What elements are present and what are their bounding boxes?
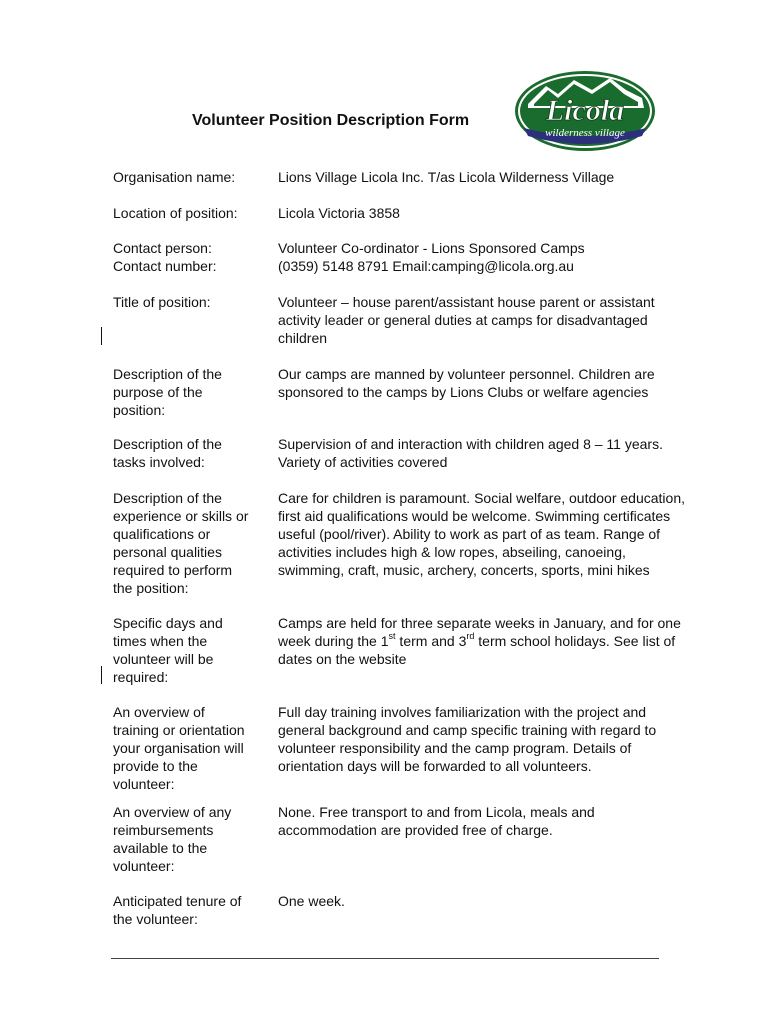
value-line: children (278, 330, 328, 346)
label-line: Title of position: (113, 294, 211, 310)
licola-logo (514, 70, 656, 152)
label-line: the volunteer: (113, 911, 198, 927)
field-value (278, 204, 733, 222)
margin-marker (101, 666, 102, 684)
value-line: orientation days will be forwarded to all volunteers. (278, 758, 592, 774)
field-value (278, 168, 733, 186)
value-line: (0359) 5148 8791 Email:camping@licola.org.au (278, 258, 574, 274)
value-line: activities includes high & low ropes, abseiling, canoeing, (278, 544, 626, 560)
field-label (113, 168, 268, 186)
value-line: Variety of activities covered (278, 454, 448, 470)
label-line: Contact number: (113, 258, 217, 274)
value-fragment: term school holidays. See list of (474, 633, 676, 649)
label-line: personal qualities (113, 544, 222, 560)
label-line: Description of the (113, 366, 222, 382)
label-line: An overview of any (113, 804, 232, 820)
label-line: purpose of the (113, 384, 203, 400)
footer-rule (111, 958, 659, 959)
label-line: provide to the (113, 758, 198, 774)
value-line: volunteer responsibility and the camp program. Details of (278, 740, 632, 756)
label-line: training or orientation (113, 722, 245, 738)
label-line: Location of position: (113, 205, 238, 221)
margin-marker (101, 327, 102, 345)
value-line: useful (pool/river). Ability to work as part of as team. Range of (278, 526, 661, 542)
field-label (113, 614, 268, 686)
value-line: swimming, craft, music, archery, concerts, sports, mini hikes (278, 562, 650, 578)
label-line: available to the (113, 840, 208, 856)
label-line: required to perform (113, 562, 233, 578)
label-line: Description of the (113, 490, 222, 506)
field-label (113, 703, 268, 793)
value-line: accommodation are provided free of charge. (278, 822, 553, 838)
field-value (278, 435, 733, 471)
field-value (278, 239, 733, 275)
logo-wordmark: Licola (545, 94, 625, 127)
field-label (113, 489, 268, 597)
value-line: dates on the website (278, 651, 407, 667)
form-title: Volunteer Position Description Form (192, 112, 470, 129)
value-line (278, 632, 733, 650)
value-line: Supervision of and interaction with children aged 8 – 11 years. (278, 436, 663, 452)
label-line: your organisation will (113, 740, 244, 756)
field-label (113, 239, 268, 275)
value-line: None. Free transport to and from Licola, meals and (278, 804, 595, 820)
label-line: Description of the (113, 436, 222, 452)
field-value (278, 703, 733, 775)
value-line: first aid qualifications would be welcome. Swimming certificates (278, 508, 671, 524)
value-line: Camps are held for three separate weeks in January, and for one (278, 615, 681, 631)
field-value (278, 293, 733, 347)
label-line: volunteer will be (113, 651, 214, 667)
label-line: Anticipated tenure of (113, 893, 242, 909)
ordinal-suffix: st (388, 631, 396, 642)
field-label (113, 204, 268, 222)
logo-tagline: wilderness village (545, 127, 625, 139)
field-label (113, 892, 268, 928)
value-line: Licola Victoria 3858 (278, 205, 400, 221)
value-line: Volunteer Co-ordinator - Lions Sponsored Camps (278, 240, 585, 256)
label-line: required: (113, 669, 169, 685)
field-label (113, 293, 268, 311)
label-line: position: (113, 402, 166, 418)
value-fragment: week during the 1 (278, 633, 389, 649)
label-line: the position: (113, 580, 189, 596)
label-line: Contact person: (113, 240, 212, 256)
value-line: One week. (278, 893, 345, 909)
label-line: volunteer: (113, 776, 175, 792)
field-value (278, 803, 733, 839)
label-line: qualifications or (113, 526, 211, 542)
ordinal-suffix: rd (466, 631, 475, 642)
label-line: volunteer: (113, 858, 175, 874)
label-line: reimbursements (113, 822, 214, 838)
field-value (278, 892, 733, 910)
label-line: An overview of (113, 704, 205, 720)
label-line: experience or skills or (113, 508, 249, 524)
label-line: Organisation name: (113, 169, 236, 185)
value-line: general background and camp specific training with regard to (278, 722, 657, 738)
field-value (278, 614, 733, 668)
value-line: Volunteer – house parent/assistant house parent or assistant (278, 294, 655, 310)
field-value (278, 365, 733, 401)
label-line: Specific days and (113, 615, 223, 631)
field-label (113, 365, 268, 419)
value-line: Full day training involves familiarization with the project and (278, 704, 647, 720)
value-line: Our camps are manned by volunteer personnel. Children are (278, 366, 655, 382)
field-label (113, 803, 268, 875)
value-line: sponsored to the camps by Lions Clubs or welfare agencies (278, 384, 649, 400)
value-fragment: term and 3 (395, 633, 467, 649)
value-line: Care for children is paramount. Social welfare, outdoor education, (278, 490, 685, 506)
field-value (278, 489, 733, 579)
value-line: Lions Village Licola Inc. T/as Licola Wilderness Village (278, 169, 615, 185)
label-line: tasks involved: (113, 454, 205, 470)
field-label (113, 435, 268, 471)
label-line: times when the (113, 633, 208, 649)
value-line: activity leader or general duties at camps for disadvantaged (278, 312, 648, 328)
